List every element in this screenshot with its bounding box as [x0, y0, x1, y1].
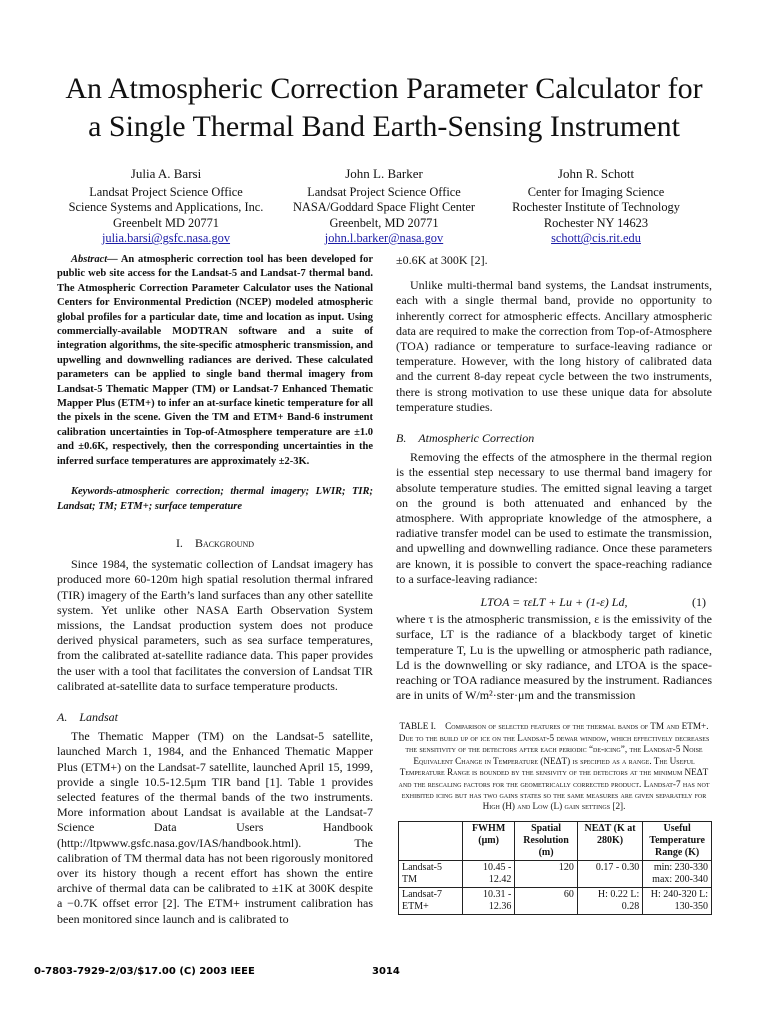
title-line-2: a Single Thermal Band Earth-Sensing Instrument: [88, 110, 680, 143]
table-cell: H: 0.22 L: 0.28: [577, 887, 642, 914]
table-header-cell: [399, 821, 463, 860]
equation-text: LTOA = τεLT + Lu + (1-ε) Ld,: [480, 595, 628, 610]
table-cell: 120: [515, 860, 578, 887]
table-cell: Landsat-7 ETM+: [399, 887, 463, 914]
table-header-row: [399, 821, 712, 860]
table-row: [399, 887, 712, 914]
author-block-3: [477, 166, 715, 247]
subsection-heading-atmospheric-correction: B. Atmospheric Correction: [396, 431, 535, 446]
paragraph: Since 1984, the systematic collection of Landsat imagery has produced more 60-120m high spatial resolution thermal infrared (TIR) imagery of the Earth’s land surfaces than any other satellite system. Yet unlike other NASA Earth Observation System missions, the Landsat production system does not produce derived physical parameters, such as sea surface temperatures, from the calibrated at-satellite radiance data. This paper provides the user with a tool that facilitates the conversion of Landsat TIR calibrated at-satellite data to surface temperature products.: [57, 557, 373, 693]
equation-1: [396, 595, 712, 610]
paragraph: where τ is the atmospheric transmission, ε is the emissivity of the surface, LT is the radiance of a blackbody target of kinetic temperature T, Lu is the upwelling or atmospheric path radiance, Ld is the downwelling or sky radiance, and LTOA is the space-reaching or TOA radiance measured by the instrument. Radiances are in units of W/m²·ster·μm and the transmission: [396, 612, 712, 703]
table-cell: 10.45 - 12.42: [462, 860, 514, 887]
author-affiliation: Science Systems and Applications, Inc.: [68, 200, 264, 214]
equation-number: (1): [692, 595, 706, 610]
paragraph: Removing the effects of the atmosphere in the thermal region is the essential step necessary to use thermal band imagery for absolute temperature studies. The emitted signal leaving a target on the ground is both attenuated and enhanced by the atmosphere. With appropriate knowledge of the atmosphere, a radiative transfer model can be used to estimate the transmission, and upwelling and downwelling radiance. Once these parameters are known, it is possible to convert the space-reaching radiance to a surface-leaving radiance:: [396, 450, 712, 586]
author-address: Greenbelt MD 20771: [113, 215, 219, 230]
author-block-1: [47, 166, 285, 247]
section-number: I.: [175, 535, 183, 550]
table-cell: 0.17 - 0.30: [577, 860, 642, 887]
paragraph-continued: ±0.6K at 300K [2].: [396, 253, 488, 267]
author-email-link[interactable]: john.l.barker@nasa.gov: [324, 231, 444, 245]
author-name: John R. Schott: [557, 166, 635, 181]
right-column: [396, 253, 712, 915]
section-heading-background: [57, 536, 373, 551]
table-cell: H: 240-320 L: 130-350: [643, 887, 712, 914]
author-block-2: [265, 166, 503, 247]
page-number: 3014: [372, 966, 400, 977]
paragraph: Unlike multi-thermal band systems, the Landsat instruments, each with a single thermal band, provide no opportunity to inherently correct for atmospheric effects. Ancillary atmospheric data are required to make the correction from Top-of-Atmosphere (TOA) radiance or temperature to surface-leaving radiance or temperature. However, with the long history of calibrated data and the current 8-day repeat cycle between the two instruments, there is strong motivation to use these unique data for absolute temperature studies.: [396, 278, 712, 414]
table-header-cell: Useful Temperature Range (K): [643, 821, 712, 860]
title-line-1: An Atmospheric Correction Parameter Calculator for: [65, 72, 703, 105]
author-name: Julia A. Barsi: [130, 166, 202, 181]
table-cell: 60: [515, 887, 578, 914]
author-email-link[interactable]: julia.barsi@gsfc.nasa.gov: [101, 231, 231, 245]
table-caption-label: TABLE I.: [399, 721, 436, 732]
author-address: Rochester NY 14623: [543, 215, 649, 230]
subsection-heading-landsat: A. Landsat: [57, 709, 119, 724]
table-header-cell: Spatial Resolution (m): [515, 821, 578, 860]
table-row: [399, 860, 712, 887]
author-affiliation: Landsat Project Science Office: [307, 184, 461, 199]
table-header-cell: NEΔT (K at 280K): [577, 821, 642, 860]
section-title: Background: [194, 535, 255, 550]
abstract: [57, 253, 373, 469]
table-cell: Landsat-5 TM: [399, 860, 463, 887]
abstract-body: — An atmospheric correction tool has been developed for public web site access for the Landsat-5 and Landsat-7 thermal band. The Atmospheric Correction Parameter Calculator uses the National Centers for Environmental Prediction (NCEP) modeled atmospheric global profiles for a particular date, time and location as input. Using commercially-available MODTRAN software and a suite of integration algorithms, the site-specific atmospheric transmission, and upwelling and downwelling radiances are derived. These calculated parameters can be applied to single band thermal imagery from Landsat-5 Thematic Mapper (TM) or Landsat-7 Enhanced Thematic Mapper Plus (ETM+) to infer an at-surface kinetic temperature for all the pixels in the scene. Given the TM and ETM+ Band-6 instrument calibration uncertainties in Top-of-Atmosphere temperature are ±1.0 and ±0.6K, respectively, then the corresponding uncertainties in the inferred surface temperatures are approximately ±2-3K.: [57, 254, 373, 467]
paragraph: The Thematic Mapper (TM) on the Landsat-5 satellite, launched March 1, 1984, and the Enhanced Thematic Mapper Plus (ETM+) on the Landsat-7 satellite, launched April 15, 1999, provide a single 10.5-12.5μm TIR band [1]. Table 1 provides selected features of the thermal bands of the two instruments. More information about Landsat is available at the Landsat-7 Science Data Users Handbook (http://ltpwww.gsfc.nasa.gov/IAS/handbook.html). The calibration of TM thermal data has not been rigorously monitored over its history though a recent effort has shown the entire archive of thermal data can be calibrated to ±1K at 300K despite a −0.7K offset error [2]. The ETM+ instrument calibration has been monitored since launch and is calibrated to: [57, 729, 373, 926]
author-name: John L. Barker: [345, 166, 423, 181]
table-caption: [396, 721, 712, 812]
author-affiliation: NASA/Goddard Space Flight Center: [292, 200, 476, 214]
table-header-cell: FWHM (μm): [462, 821, 514, 860]
author-email-link[interactable]: schott@cis.rit.edu: [551, 231, 641, 245]
comparison-table: [398, 821, 712, 915]
table-cell: 10.31 - 12.36: [462, 887, 514, 914]
author-affiliation: Rochester Institute of Technology: [512, 200, 680, 214]
author-address: Greenbelt, MD 20771: [329, 215, 439, 230]
table-caption-text: Comparison of selected features of the thermal bands of TM and ETM+. Due to the build up of ice on the Landsat-5 dewar window, which effectively decreases the sensitivity of the detectors after each periodic “de-icing”, the Landsat-5 Noise Equivalent Change in Temperature (NEΔT) is specified as a range. The Useful Temperature Range is bounded by the sensivity of the detectors at the minimum NEΔT and the rescaling factors for the geometrically corrected product. Landsat-7 has not exhibited icing but has two gains states so the same measures are given separately for High (H) and Low (L) gain settings [2].: [398, 721, 710, 812]
left-column: [57, 253, 373, 927]
paper-title: [20, 70, 748, 146]
author-affiliation: Center for Imaging Science: [527, 184, 665, 199]
footer-copyright: 0-7803-7929-2/03/$17.00 (C) 2003 IEEE: [34, 966, 255, 977]
abstract-lead: Abstract: [71, 254, 108, 265]
author-affiliation: Landsat Project Science Office: [89, 184, 243, 199]
table-cell: min: 230-330 max: 200-340: [643, 860, 712, 887]
keywords: Keywords-atmospheric correction; thermal imagery; LWIR; TIR; Landsat; TM; ETM+; surface temperature: [57, 486, 373, 512]
